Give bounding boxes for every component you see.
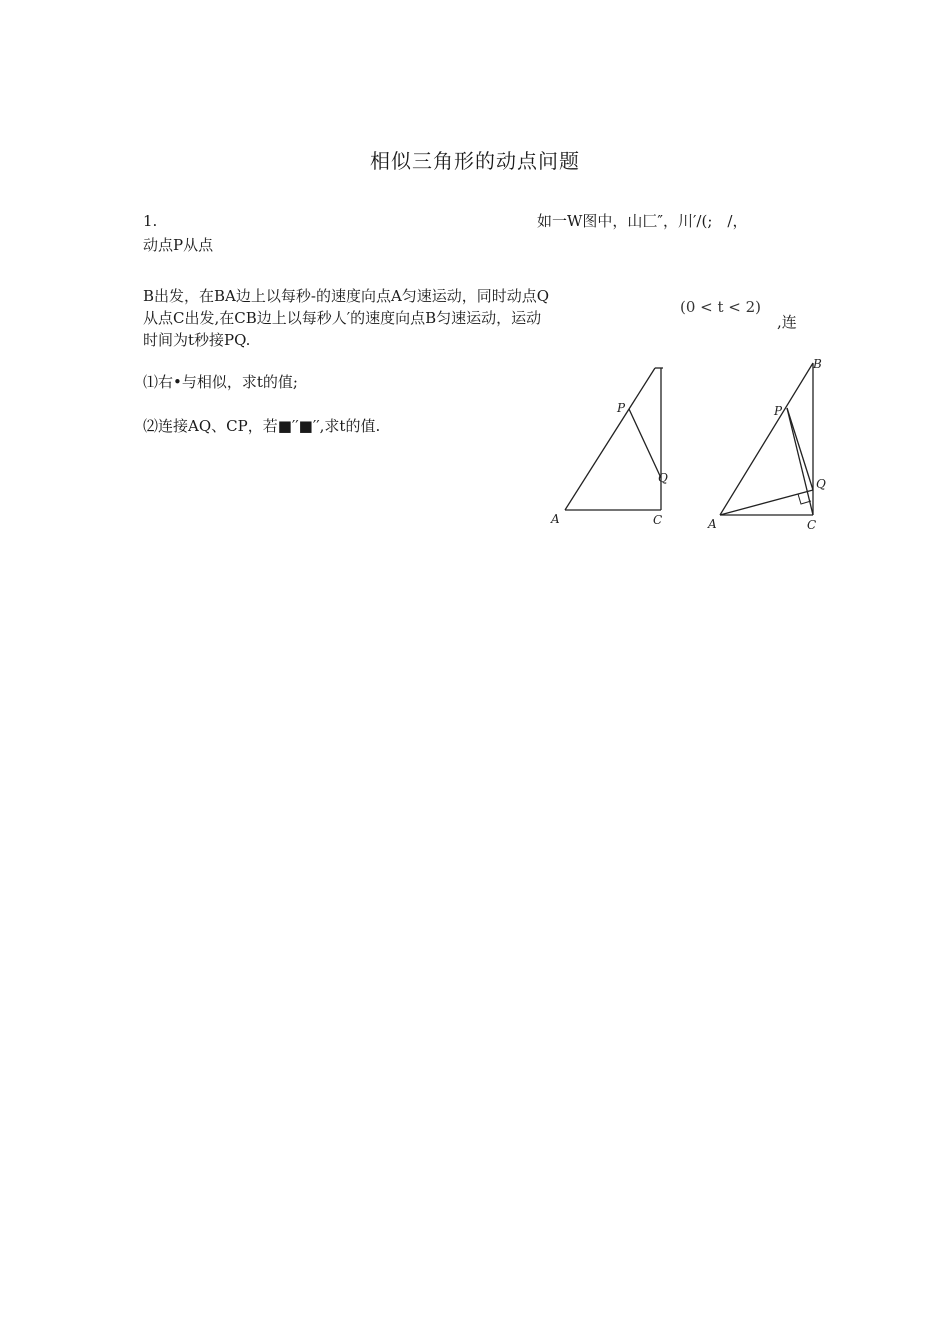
problem-intro: 如一W图中，山匚″，川′/(; /， [537,212,748,230]
label-a: A [708,517,717,531]
label-b: B [813,357,822,371]
label-a: A [551,512,560,526]
segment-ab [720,363,813,515]
segment-aq [720,490,813,515]
figure-left-triangle [545,360,675,535]
problem-number: 1. [143,212,158,230]
problem-line-3: B出发，在BA边上以每秒-的速度向点A匀速运动，同时动点Q [143,287,550,305]
condition-suffix: ,连 [777,313,797,331]
label-q: Q [816,477,826,491]
figure-right-triangle [700,350,840,535]
label-c: C [653,513,663,527]
question-part-2: ⑵连接AQ、CP，若■′′■′′,求t的值. [143,417,381,435]
segment-pq [787,408,813,490]
label-p: P [774,404,783,418]
problem-line-2: 动点P从点 [143,236,214,254]
segment-pq [629,409,661,478]
label-q: Q [658,471,668,485]
question-part-1: ⑴右•与相似，求t的值; [143,373,298,391]
label-c: C [807,518,817,532]
segment-ab [565,368,655,510]
problem-line-4: 从点C出发,在CB边上以每秒人′的速度向点B匀速运动，运动 [143,309,542,327]
problem-line-5: 时间为t秒接PQ. [143,331,251,349]
label-p: P [617,401,626,415]
time-condition: (0 < t < 2) [680,298,762,316]
page-title: 相似三角形的动点问题 [370,149,580,173]
